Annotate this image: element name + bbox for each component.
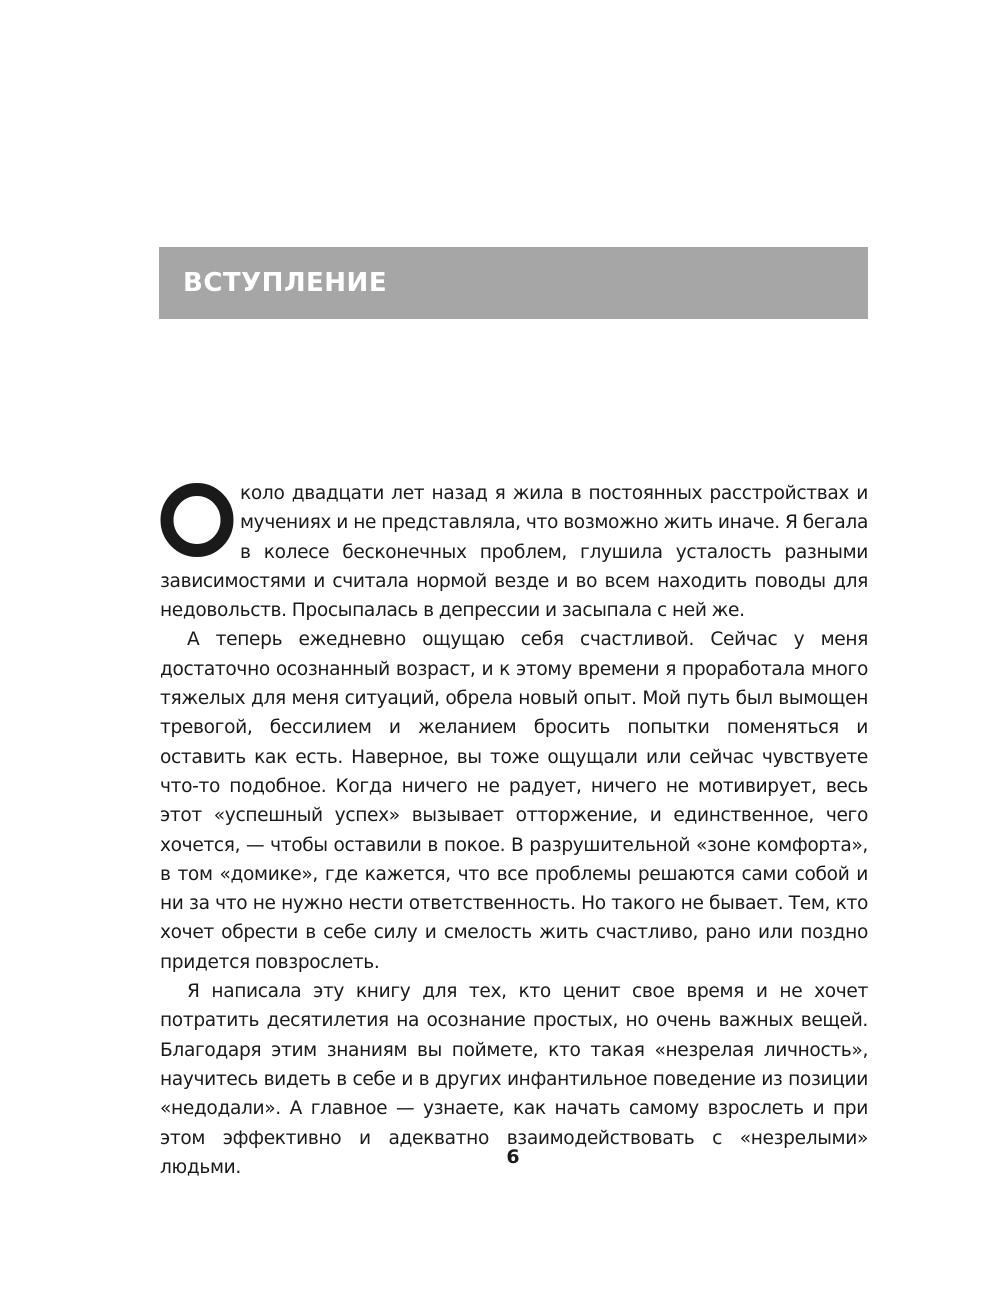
paragraph-2: А теперь ежедневно ощущаю себя счастливой. Сейчас у меня достаточно осознанный возраст, и к этому времени я проработала много тяжелых для меня ситуаций, обрела новый опыт. Мой путь был вымощен тревогой, бессилием и желанием бросить попытки поменяться и оставить как есть. Наверное, вы тоже ощущали или сейчас чувствуете что-то подобное. Когда ничего не радует, ничего не мотивирует, весь этот «успешный успех» вызывает отторжение, и единственное, чего хочется, — чтобы оставили в покое. В разрушительной «зоне комфорта», в том «домике», где кажется, что все проблемы решаются сами собой и ни за что не нужно нести ответственность. Но такого не бывает. Тем, кто хочет обрести в себе силу и смелость жить счастливо, рано или поздно придется повзрослеть. bbox=[160, 629, 868, 973]
page-number: 6 bbox=[506, 1146, 520, 1168]
dropcap-o-shape bbox=[160, 483, 234, 557]
paragraph-1-text: коло двадцати лет назад я жила в постоянных расстройствах и мучениях и не представляла, что возможно жить иначе. Я бегала в колесе бесконечных проблем, глушила усталость разными зависимостями и считала нормой везде и во всем находить поводы для недовольств. Просыпалась в депрессии и засыпала с ней же. bbox=[160, 483, 868, 622]
chapter-title: ВСТУПЛЕНИЕ bbox=[183, 268, 388, 298]
chapter-body bbox=[160, 479, 868, 1182]
chapter-header-band bbox=[159, 247, 868, 319]
paragraph-1 bbox=[160, 479, 868, 625]
paragraph-3: Я написала эту книгу для тех, кто ценит свое время и не хочет потратить десятилетия на осознание простых, но очень важных вещей. Благодаря этим знаниям вы поймете, кто такая «незрелая личность», научитесь видеть в себе и в других инфантильное поведение из позиции «недодали». А главное — узнаете, как начать самому взрослеть и при этом эффективно и адекватно взаимодействовать с «незрелыми» людьми. bbox=[160, 981, 868, 1178]
dropcap-letter-o bbox=[160, 483, 240, 563]
